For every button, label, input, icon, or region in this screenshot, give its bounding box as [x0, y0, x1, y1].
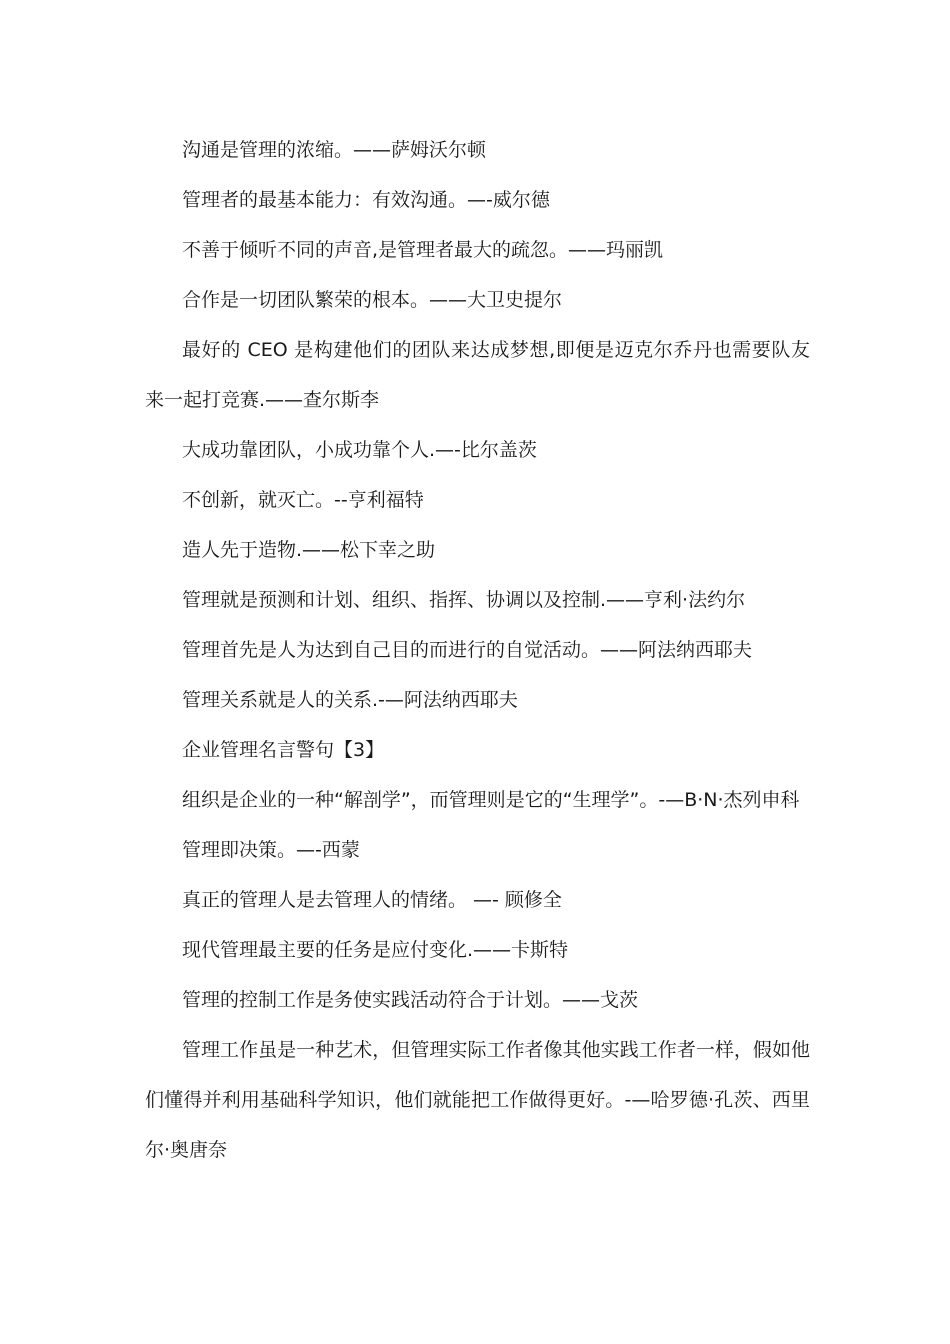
quote-paragraph: 最好的 CEO 是构建他们的团队来达成梦想,即便是迈克尔乔丹也需要队友来一起打竞赛.——查尔斯李	[145, 339, 810, 411]
quote-paragraph: 现代管理最主要的任务是应付变化.——卡斯特	[182, 939, 569, 961]
quote-paragraph: 管理者的最基本能力：有效沟通。—-威尔德	[182, 189, 550, 211]
quote-paragraph: 真正的管理人是去管理人的情绪。 —- 顾修全	[182, 889, 562, 911]
quote-paragraph: 管理即决策。—-西蒙	[182, 839, 360, 861]
quote-paragraph: 管理关系就是人的关系.-—阿法纳西耶夫	[182, 689, 518, 711]
quote-paragraph: 大成功靠团队，小成功靠个人.—-比尔盖茨	[182, 439, 537, 461]
quote-paragraph: 组织是企业的一种“解剖学”，而管理则是它的“生理学”。-—B·N·杰列申科	[182, 789, 800, 811]
quote-paragraph: 沟通是管理的浓缩。——萨姆沃尔顿	[182, 139, 487, 161]
document-body	[145, 125, 810, 1175]
quote-paragraph: 管理的控制工作是务使实践活动符合于计划。——戈茨	[182, 989, 639, 1011]
quote-paragraph: 管理就是预测和计划、组织、指挥、协调以及控制.——亨利·法约尔	[182, 589, 746, 611]
quote-paragraph: 合作是一切团队繁荣的根本。——大卫史提尔	[182, 289, 563, 311]
quote-paragraph: 管理首先是人为达到自己目的而进行的自觉活动。——阿法纳西耶夫	[182, 639, 753, 661]
quote-paragraph: 不创新，就灭亡。--亨利福特	[182, 489, 424, 511]
section-heading: 企业管理名言警句【3】	[182, 739, 385, 761]
quote-paragraph: 管理工作虽是一种艺术，但管理实际工作者像其他实践工作者一样，假如他们懂得并利用基础科学知识，他们就能把工作做得更好。-—哈罗德·孔茨、西里尔·奥唐奈	[145, 1039, 810, 1161]
quote-paragraph: 造人先于造物.——松下幸之助	[182, 539, 436, 561]
quote-paragraph: 不善于倾听不同的声音,是管理者最大的疏忽。——玛丽凯	[182, 239, 664, 261]
